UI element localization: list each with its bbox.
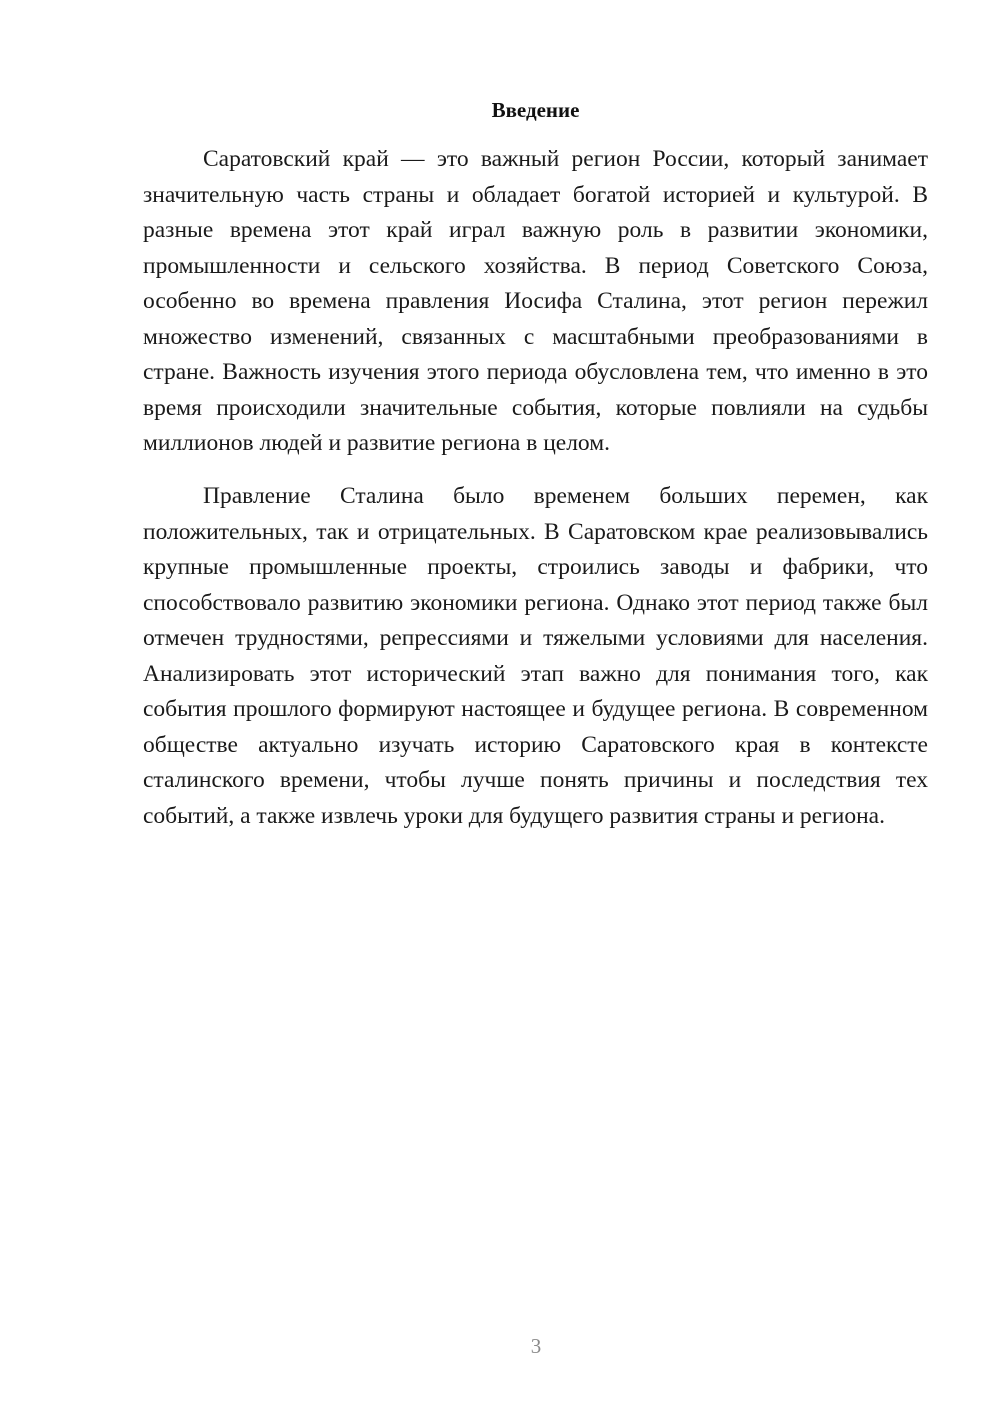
paragraph-2: Правление Сталина было временем больших перемен, как положительных, так и отрицательных. В Саратовском крае реализовывались крупные промышленные проекты, строились заводы и фабрики, что способствовало развитию экономики региона. Однако этот период также был отмечен трудностями, репрессиями и тяжелыми условиями для населения. Анализировать этот исторический этап важно для понимания того, как события прошлого формируют настоящее и будущее региона. В современном обществе актуально изучать историю Саратовского края в контексте сталинского времени, чтобы лучше понять причины и последствия тех событий, а также извлечь уроки для будущего развития страны и региона. xyxy=(143,483,928,829)
section-heading: Введение xyxy=(491,98,580,122)
paragraph-1: Саратовский край — это важный регион России, который занимает значительную часть страны и обладает богатой историей и культурой. В разные времена этот край играл важную роль в развитии экономики, промышленности и сельского хозяйства. В период Советского Союза, особенно во времена правления Иосифа Сталина, этот регион пережил множество изменений, связанных с масштабными преобразованиями в стране. Важность изучения этого периода обусловлена тем, что именно в это время происходили значительные события, которые повлияли на судьбы миллионов людей и развитие региона в целом. xyxy=(143,146,928,456)
page-number: 3 xyxy=(530,1334,542,1358)
